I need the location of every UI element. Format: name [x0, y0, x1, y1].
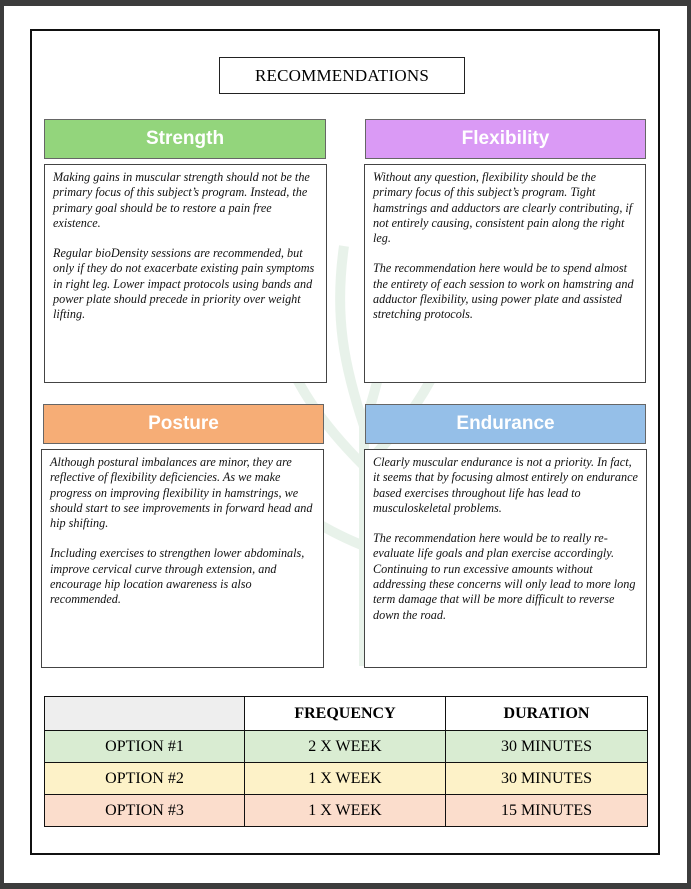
endurance-heading: Endurance — [456, 413, 555, 434]
flexibility-heading: Flexibility — [461, 128, 550, 149]
table-row — [45, 763, 648, 795]
flexibility-textbox — [364, 164, 646, 383]
flexibility-paragraph-2: The recommendation here would be to spend almost the entirety of each session to work on hamstring and adductor flexibility, using power plate and assisted stretching protocols. — [373, 261, 634, 322]
posture-textbox — [41, 449, 324, 668]
duration-cell: 30 MINUTES — [446, 763, 648, 795]
table-header-blank — [45, 697, 245, 731]
option-cell: OPTION #3 — [45, 795, 245, 827]
endurance-textbox — [364, 449, 647, 668]
strength-header — [44, 119, 326, 159]
duration-cell: 15 MINUTES — [446, 795, 648, 827]
strength-heading: Strength — [145, 128, 225, 149]
posture-heading: Posture — [148, 413, 219, 434]
table-header-row — [45, 697, 648, 731]
endurance-header — [365, 404, 646, 444]
page-title: RECOMMENDATIONS — [219, 57, 465, 94]
frequency-cell: 1 X WEEK — [245, 795, 446, 827]
posture-paragraph-1: Although postural imbalances are minor, they are reflective of flexibility deficiencies. As we make progress on improving flexibility in hamstrings, we should start to see improvements in forward head and hip shifting. — [50, 455, 313, 531]
table-row — [45, 731, 648, 763]
frequency-cell: 2 X WEEK — [245, 731, 446, 763]
table-header-duration: DURATION — [446, 697, 648, 731]
posture-paragraph-2: Including exercises to strengthen lower abdominals, improve cervical curve through extension, and encourage hip location awareness is also recommended. — [50, 546, 305, 607]
table-row — [45, 795, 648, 827]
option-cell: OPTION #1 — [45, 731, 245, 763]
duration-cell: 30 MINUTES — [446, 731, 648, 763]
flexibility-header — [365, 119, 646, 159]
strength-paragraph-2: Regular bioDensity sessions are recommended, but only if they do not exacerbate existing pain symptoms in right leg. Lower impact protocols using bands and power plate should precede in priority over weight lifting. — [53, 246, 315, 322]
option-cell: OPTION #2 — [45, 763, 245, 795]
flexibility-paragraph-1: Without any question, flexibility should be the primary focus of this subject’s program. Tight hamstrings and adductors are clearly contributing, if not entirely causing, consistent pain along the right leg. — [373, 170, 633, 246]
frequency-cell: 1 X WEEK — [245, 763, 446, 795]
endurance-paragraph-2: The recommendation here would be to really re-evaluate life goals and plan exercise accordingly. Continuing to run excessive amounts without addressing these concerns will only lead to more long term damage that will be more difficult to reverse down the road. — [373, 531, 636, 622]
document-page — [4, 6, 687, 883]
schedule-table — [44, 696, 648, 827]
endurance-paragraph-1: Clearly muscular endurance is not a priority. In fact, it seems that by focusing almost entirely on endurance based exercises throughout life has lead to musculoskeletal problems. — [373, 455, 638, 515]
strength-textbox — [44, 164, 327, 383]
strength-paragraph-1: Making gains in muscular strength should not be the primary focus of this subject’s program. Instead, the primary goal should be to restore a pain free existence. — [53, 170, 310, 230]
posture-header — [43, 404, 324, 444]
table-header-frequency: FREQUENCY — [245, 697, 446, 731]
